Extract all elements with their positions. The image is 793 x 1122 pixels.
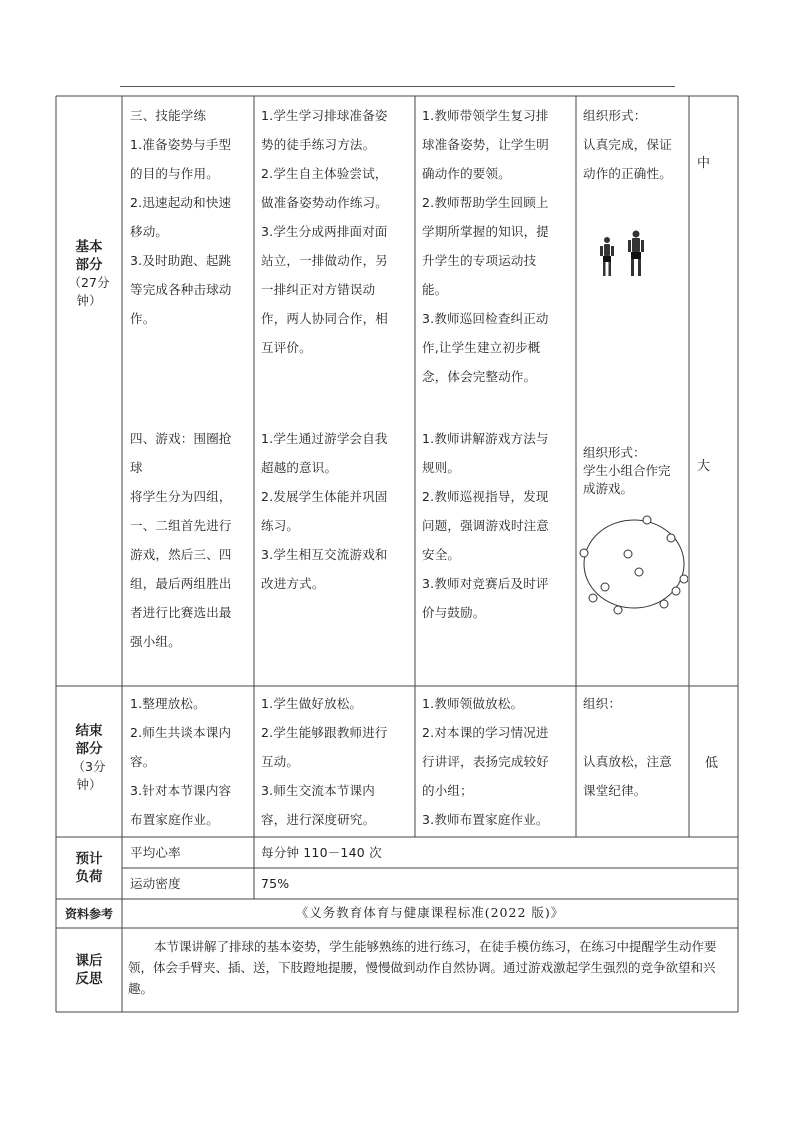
text-line: 1.教师领做放松。 [422, 696, 524, 711]
text-line: 组织形式： [583, 108, 647, 123]
end-intensity: 低 [705, 756, 719, 771]
text-line: 课堂纪律。 [583, 783, 647, 798]
basic-section-header [56, 238, 122, 310]
skill-student [261, 101, 413, 362]
text-line: 互评价。 [261, 340, 312, 355]
text-line: 1.教师带领学生复习排 [422, 108, 549, 123]
end-org-label: 组织： [583, 696, 622, 711]
text-line: 练习。 [261, 518, 300, 533]
heart-rate-value: 每分钟 110－140 次 [261, 845, 382, 860]
text-line: 安全。 [422, 547, 461, 562]
text-line: 3.学生相互交流游戏和 [261, 547, 388, 562]
text-line: 1.学生通过游学会自我 [261, 431, 388, 446]
text-line: 的小组； [422, 783, 473, 798]
text-line: 容，进行深度研究。 [261, 812, 376, 827]
text-line: 移动。 [130, 224, 169, 239]
end-section-title: 结束部分 [75, 723, 103, 757]
text-line: 1.整理放松。 [130, 696, 206, 711]
text-line: 游戏，然后三、四 [130, 547, 232, 562]
text-line: 学期所掌握的知识，提 [422, 224, 550, 239]
circle-formation-diagram [578, 510, 688, 620]
text-line: 能。 [422, 282, 448, 297]
text-line: 念，体会完整动作。 [422, 369, 537, 384]
text-line: 动作的正确性。 [583, 166, 672, 181]
game-student [261, 424, 413, 598]
text-line: 2.学生能够跟教师进行 [261, 725, 388, 740]
load-section-title: 预计负荷 [75, 851, 103, 885]
reflect-section-title: 课后反思 [75, 953, 103, 987]
text-line: 认真放松，注意 [583, 754, 672, 769]
density-value: 75% [261, 876, 290, 891]
text-line: 确动作的要领。 [422, 166, 511, 181]
text-line: 2.学生自主体验尝试， [261, 166, 388, 181]
text-line: 布置家庭作业。 [130, 812, 219, 827]
players-illustration [592, 226, 654, 288]
text-line: 成游戏。 [583, 481, 634, 496]
text-line: 三、技能学练 [130, 108, 207, 123]
ref-section-title: 资料参考 [64, 907, 113, 921]
end-org [583, 689, 687, 805]
heart-rate-label: 平均心率 [130, 845, 181, 860]
text-line: 互动。 [261, 754, 300, 769]
text-line: 作，两人协同合作，相 [261, 311, 389, 326]
text-line: 2.对本课的学习情况进 [422, 725, 549, 740]
text-line: 1.学生学习排球准备姿 [261, 108, 388, 123]
density-label: 运动密度 [130, 876, 181, 891]
text-line: 价与鼓励。 [422, 605, 486, 620]
reflection-text: 本节课讲解了排球的基本姿势，学生能够熟练的进行练习，在徒手模仿练习，在练习中提醒学生动作要领，体会手臂夹、插、送，下肢蹬地提腰，慢慢做到动作自然协调。通过游戏激起学生强烈的竞争欲望和兴趣。 [128, 939, 717, 996]
text-line: 2.教师巡视指导，发现 [422, 489, 549, 504]
end-teacher [422, 689, 575, 834]
text-line: 作,让学生建立初步概 [422, 340, 541, 355]
skill-content [130, 101, 252, 333]
text-line: 1.学生做好放松。 [261, 696, 363, 711]
basic-section-title: 基本部分 [75, 239, 103, 273]
text-line: 球准备姿势，让学生明 [422, 137, 550, 152]
text-line: 问题，强调游戏时注意 [422, 518, 550, 533]
reference-text: 《义务教育体育与健康课程标准(2022 版)》 [295, 905, 565, 920]
text-line: 2.迅速起动和快速 [130, 195, 232, 210]
text-line: 1.教师讲解游戏方法与 [422, 431, 549, 446]
text-line: 强小组。 [130, 634, 181, 649]
text-line: 一排纠正对方错误动 [261, 282, 376, 297]
text-line: 势的徒手练习方法。 [261, 137, 376, 152]
text-line: 超越的意识。 [261, 460, 338, 475]
text-line: 3.及时助跑、起跳 [130, 253, 232, 268]
text-line: 四、游戏：围圈抢 [130, 431, 232, 446]
text-line: 3.针对本节课内容 [130, 783, 232, 798]
text-line: 行讲评，表扬完成较好 [422, 754, 550, 769]
text-line: 者进行比赛选出最 [130, 605, 232, 620]
text-line: 球 [130, 460, 143, 475]
text-line: 作。 [130, 311, 156, 326]
end-student [261, 689, 413, 834]
text-line: 一、二组首先进行 [130, 518, 232, 533]
end-content [130, 689, 252, 834]
game-teacher [422, 424, 575, 627]
skill-intensity: 中 [697, 156, 711, 171]
text-line: 容。 [130, 754, 156, 769]
text-line: 1.准备姿势与手型 [130, 137, 232, 152]
basic-section-duration: （27分钟） [68, 275, 110, 308]
text-line: 3.教师对竞赛后及时评 [422, 576, 549, 591]
text-line: 认真完成，保证 [583, 137, 672, 152]
student-markers [580, 516, 688, 614]
text-line: 等完成各种击球动 [130, 282, 232, 297]
skill-teacher [422, 101, 575, 391]
game-content [130, 424, 252, 656]
game-intensity: 大 [697, 459, 711, 474]
text-line: 组织形式： [583, 445, 646, 460]
text-line: 3.教师巡回检查纠正动 [422, 311, 549, 326]
text-line: 2.师生共谈本课内 [130, 725, 232, 740]
text-line: 改进方式。 [261, 576, 325, 591]
end-section-duration: （3分钟） [72, 759, 106, 792]
ref-section-header [56, 905, 122, 923]
game-org [583, 444, 687, 498]
text-line: 2.教师帮助学生回顾上 [422, 195, 549, 210]
load-section-header [56, 850, 122, 886]
text-line: 组，最后两组胜出 [130, 576, 232, 591]
text-line: 站立，一排做动作，另 [261, 253, 389, 268]
text-line: 升学生的专项运动技 [422, 253, 537, 268]
skill-org [583, 101, 687, 188]
end-section-header [56, 722, 122, 794]
reflect-section-header [56, 952, 122, 988]
text-line: 做准备姿势动作练习。 [261, 195, 389, 210]
text-line: 2.发展学生体能并巩固 [261, 489, 388, 504]
text-line: 的目的与作用。 [130, 166, 219, 181]
text-line: 3.教师布置家庭作业。 [422, 812, 549, 827]
text-line: 规则。 [422, 460, 461, 475]
text-line: 3.师生交流本节课内 [261, 783, 375, 798]
text-line: 3.学生分成两排面对面 [261, 224, 388, 239]
text-line: 学生小组合作完 [583, 463, 671, 478]
text-line: 将学生分为四组， [130, 489, 232, 504]
